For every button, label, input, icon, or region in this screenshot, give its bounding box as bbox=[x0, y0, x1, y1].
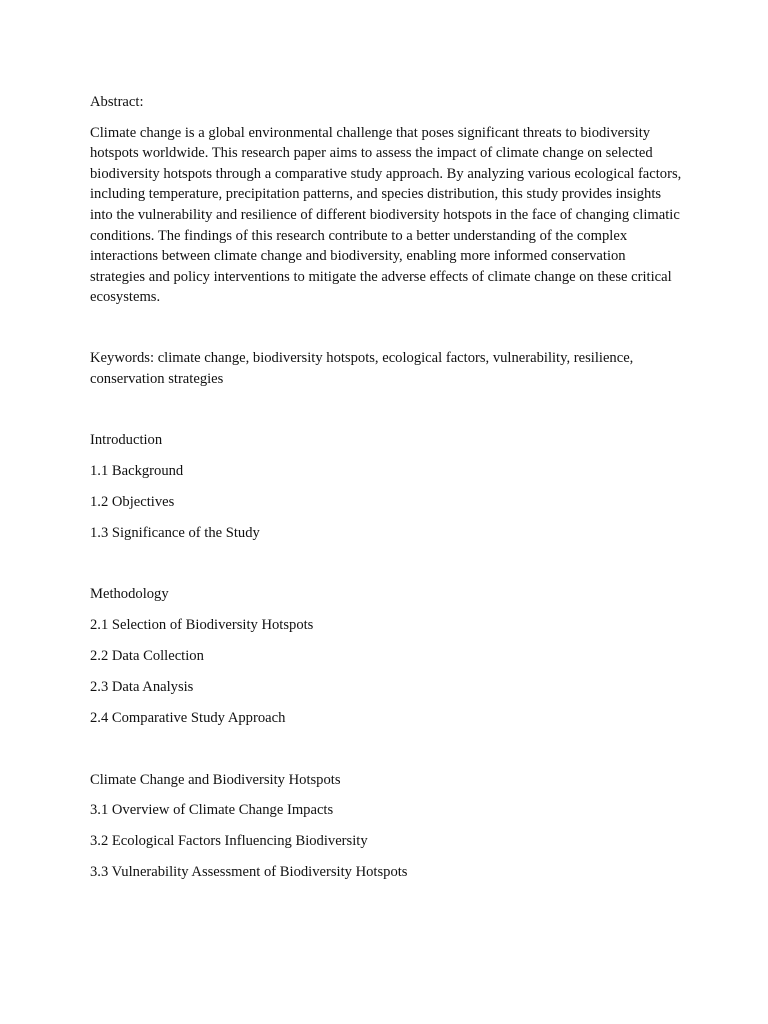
section-item: 2.3 Data Analysis bbox=[90, 679, 194, 696]
section-item: 2.1 Selection of Biodiversity Hotspots bbox=[90, 617, 314, 634]
section-title: Climate Change and Biodiversity Hotspots bbox=[90, 771, 341, 788]
abstract-heading: Abstract: bbox=[90, 94, 144, 110]
section-climate-change-and-biodiversity-hotspots bbox=[90, 770, 690, 883]
section-methodology bbox=[90, 584, 690, 728]
section-item: 1.2 Objectives bbox=[90, 493, 175, 510]
section-item: 3.1 Overview of Climate Change Impacts bbox=[90, 802, 334, 819]
abstract-body: Climate change is a global environmental challenge that poses significant threats to biodiversity hotspots worldwide. This research paper aims to assess the impact of climate change on selected biodiversity hotspots through a comparative study approach. By analyzing various ecological factors, including temperature, precipitation patterns, and species distribution, this study provides insights into the vulnerability and resilience of different biodiversity hotspots in the face of changing climatic conditions. The findings of this research contribute to a better understanding of the complex interactions between climate change and biodiversity, enabling more informed conservation strategies and policy interventions to mitigate the adverse effects of climate change on these critical ecosystems. bbox=[90, 124, 682, 306]
section-introduction bbox=[90, 430, 690, 543]
document-content bbox=[90, 92, 690, 883]
section-item: 3.2 Ecological Factors Influencing Biodiversity bbox=[90, 833, 368, 850]
section-item: 1.3 Significance of the Study bbox=[90, 524, 260, 541]
section-item: 2.2 Data Collection bbox=[90, 648, 204, 665]
section-item: 2.4 Comparative Study Approach bbox=[90, 709, 286, 726]
keywords-paragraph: Keywords: climate change, biodiversity hotspots, ecological factors, vulnerability, resilience, conservation strategies bbox=[90, 349, 634, 387]
section-item: 1.1 Background bbox=[90, 463, 184, 480]
section-item: 3.3 Vulnerability Assessment of Biodiversity Hotspots bbox=[90, 864, 408, 881]
section-title: Methodology bbox=[90, 586, 169, 603]
section-title: Introduction bbox=[90, 432, 163, 449]
